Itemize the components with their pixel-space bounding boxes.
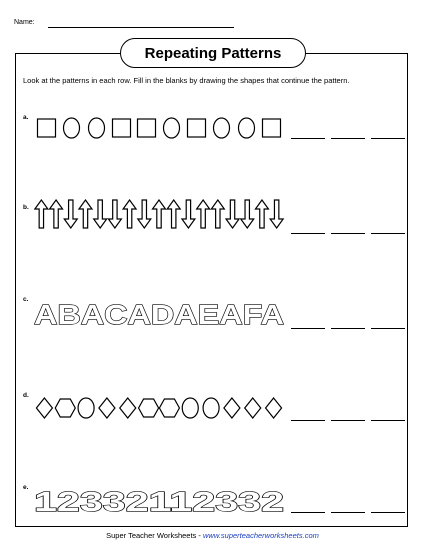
arrow-pattern-row-b (34, 199, 286, 229)
blank-d-1[interactable] (291, 420, 325, 421)
arrow-up-icon (197, 200, 210, 228)
arrow-up-icon (35, 200, 48, 228)
arrow-down-icon (270, 200, 283, 228)
page-title-text: Repeating Patterns (144, 44, 282, 62)
name-row (14, 19, 35, 26)
circle-shape (182, 398, 198, 418)
square-shape (113, 119, 131, 137)
hexagon-shape (159, 399, 179, 417)
circle-shape (64, 118, 80, 138)
diamond-shape (224, 398, 240, 418)
blank-a-1[interactable] (291, 138, 325, 139)
name-label: Name: (14, 19, 35, 26)
blank-c-1[interactable] (291, 328, 325, 329)
arrow-up-icon (79, 200, 92, 228)
number-pattern-text: 12332112332 (34, 486, 284, 517)
letter-pattern-row-c (34, 294, 288, 330)
circle-shape (164, 118, 180, 138)
arrow-down-icon (182, 200, 195, 228)
arrow-up-icon (123, 200, 136, 228)
arrow-up-icon (211, 200, 224, 228)
arrow-up-icon (153, 200, 166, 228)
blank-b-3[interactable] (371, 233, 405, 234)
row-label-c: c. (23, 296, 29, 303)
arrow-up-icon (167, 200, 180, 228)
letter-pattern-text: ABACADAEAFA (34, 299, 284, 330)
instructions: Look at the patterns in each row. Fill in the blanks by drawing the shapes that continue the pattern. (23, 76, 350, 85)
blank-a-2[interactable] (331, 138, 365, 139)
arrow-down-icon (64, 200, 77, 228)
blank-b-2[interactable] (331, 233, 365, 234)
square-shape (188, 119, 206, 137)
diamond-shape (245, 398, 261, 418)
arrow-down-icon (108, 200, 121, 228)
shape-pattern-row-d (34, 397, 284, 419)
circle-shape (239, 118, 255, 138)
diamond-shape (120, 398, 136, 418)
blank-c-2[interactable] (331, 328, 365, 329)
circle-shape (214, 118, 230, 138)
diamond-shape (36, 398, 52, 418)
arrow-down-icon (241, 200, 254, 228)
name-line[interactable] (48, 27, 234, 28)
diamond-shape (266, 398, 282, 418)
row-label-b: b. (23, 204, 29, 211)
square-shape (38, 119, 56, 137)
row-label-d: d. (23, 392, 29, 399)
hexagon-shape (55, 399, 75, 417)
footer (0, 531, 425, 540)
blank-d-3[interactable] (371, 420, 405, 421)
arrow-down-icon (94, 200, 107, 228)
blank-e-3[interactable] (371, 512, 405, 513)
blank-b-1[interactable] (291, 233, 325, 234)
diamond-shape (99, 398, 115, 418)
footer-prefix: Super Teacher Worksheets - (106, 531, 203, 540)
blank-d-2[interactable] (331, 420, 365, 421)
square-shape (263, 119, 281, 137)
arrow-down-icon (138, 200, 151, 228)
circle-shape (203, 398, 219, 418)
blank-e-2[interactable] (331, 512, 365, 513)
blank-e-1[interactable] (291, 512, 325, 513)
arrow-up-icon (255, 200, 268, 228)
shape-pattern-row-a (34, 117, 284, 139)
page-title (120, 38, 306, 68)
circle-shape (89, 118, 105, 138)
row-label-e: e. (23, 484, 29, 491)
blank-c-3[interactable] (371, 328, 405, 329)
arrow-up-icon (50, 200, 63, 228)
row-label-a: a. (23, 114, 29, 121)
arrow-down-icon (226, 200, 239, 228)
footer-link[interactable]: www.superteacherworksheets.com (202, 531, 319, 540)
hexagon-shape (139, 399, 159, 417)
number-pattern-row-e (34, 481, 288, 517)
square-shape (138, 119, 156, 137)
circle-shape (78, 398, 94, 418)
blank-a-3[interactable] (371, 138, 405, 139)
